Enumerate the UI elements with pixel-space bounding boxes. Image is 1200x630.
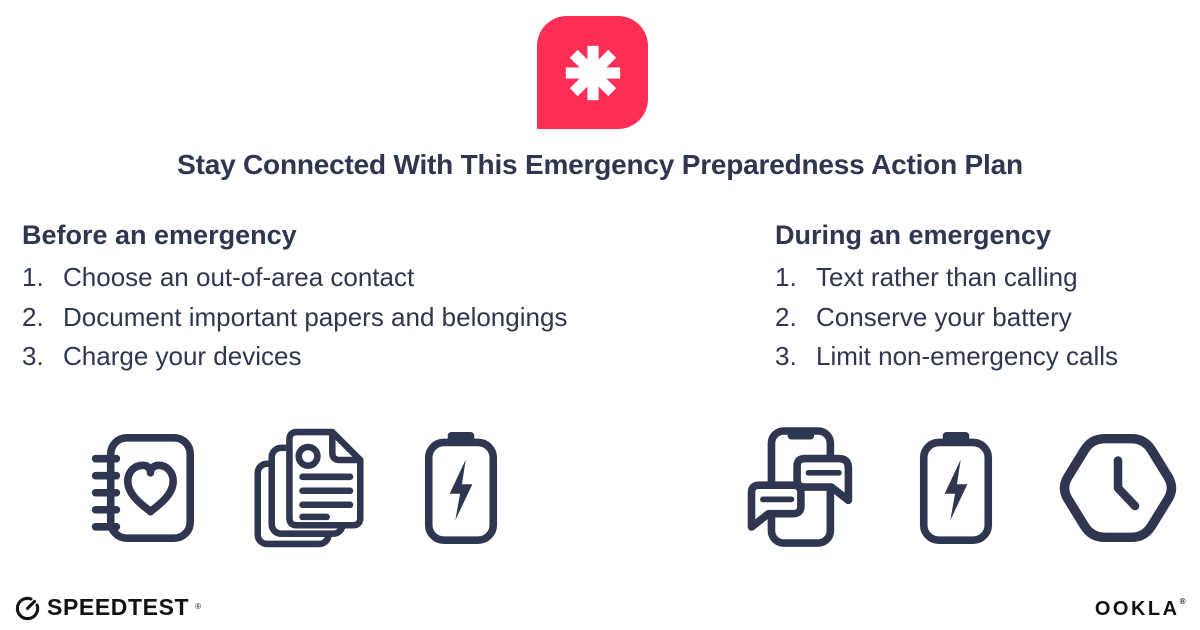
during-icons-row xyxy=(742,424,1180,552)
speedtest-gauge-icon xyxy=(14,594,41,621)
asterisk-icon xyxy=(554,34,632,112)
ookla-wordmark: OOKLA xyxy=(1094,598,1180,620)
emergency-badge xyxy=(537,16,648,129)
speedtest-trademark: ® xyxy=(195,602,202,611)
speedtest-logo xyxy=(14,594,201,621)
list-item: 3. Limit non-emergency calls xyxy=(775,341,1119,371)
before-heading: Before an emergency xyxy=(22,220,297,250)
battery-charge-icon xyxy=(424,432,498,544)
list-item: 2. Document important papers and belongings xyxy=(22,301,568,332)
important-documents-icon xyxy=(254,428,364,548)
speedtest-wordmark: SPEEDTEST xyxy=(47,594,190,620)
battery-charge-icon xyxy=(919,432,993,544)
during-heading: During an emergency xyxy=(775,220,1052,250)
before-list xyxy=(22,258,732,377)
during-emergency-section xyxy=(775,219,1195,377)
phone-messages-icon xyxy=(742,427,856,549)
contact-notebook-icon xyxy=(88,432,194,544)
before-emergency-section xyxy=(22,219,732,377)
before-icons-row xyxy=(88,424,498,552)
ookla-trademark: ® xyxy=(1179,597,1188,606)
list-item: 3. Charge your devices xyxy=(22,341,302,371)
list-item: 2. Conserve your battery xyxy=(775,301,1072,332)
list-item: 1. Choose an out-of-area contact xyxy=(22,262,415,292)
page-title: Stay Connected With This Emergency Preparedness Action Plan xyxy=(177,149,1023,180)
during-list xyxy=(775,258,1195,377)
list-item: 1. Text rather than calling xyxy=(775,262,1078,292)
ookla-logo xyxy=(1095,598,1188,621)
clock-hexagon-icon xyxy=(1056,433,1180,543)
